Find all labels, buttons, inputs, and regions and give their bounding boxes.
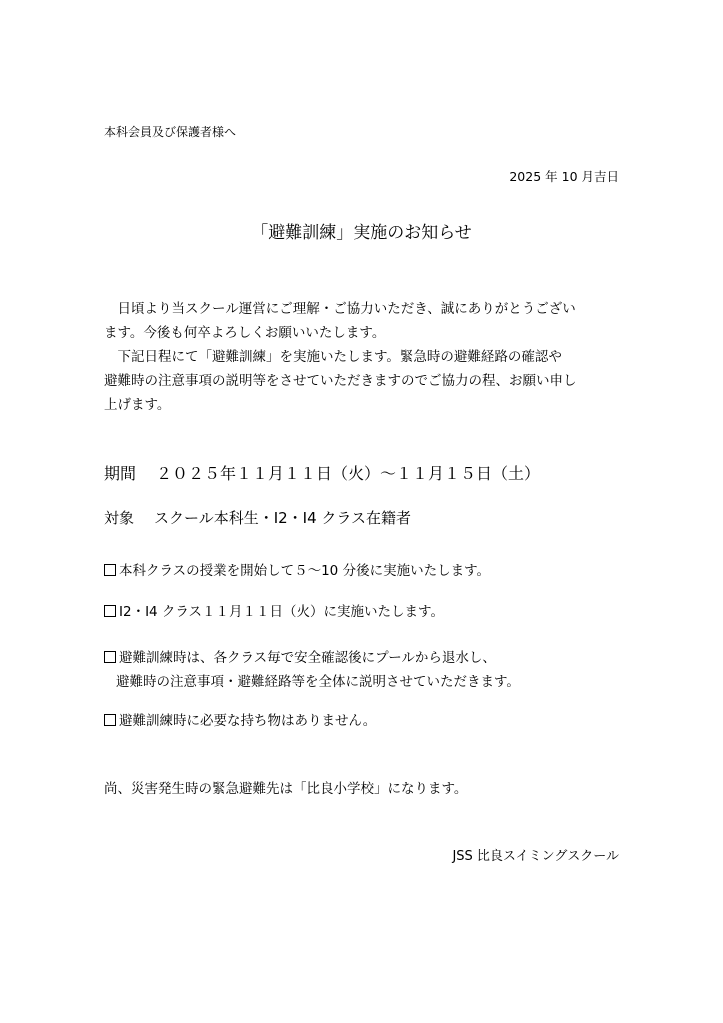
note-item (104, 709, 376, 733)
note-item (104, 646, 520, 694)
note-item (104, 559, 490, 583)
intro-line: ます。今後も何卒よろしくお願いいたします。 (104, 325, 386, 341)
note-text: 避難訓練時は、各クラス毎で安全確認後にプールから退水し、 (119, 650, 496, 666)
target-label: 対象 (104, 509, 135, 527)
period-label: 期間 (104, 464, 137, 483)
intro-line: 日頃より当スクール運営にご理解・ご協力いただき、誠にありがとうござい (104, 301, 576, 317)
checkbox-square-icon (104, 605, 116, 617)
intro-line: 上げます。 (104, 397, 171, 413)
checkbox-square-icon (104, 651, 116, 663)
note-text: 避難訓練時に必要な持ち物はありません。 (119, 713, 377, 729)
checkbox-square-icon (104, 564, 116, 576)
period-value: ２０２５年１１月１１日（火）～１１月１５日（土） (156, 464, 541, 483)
intro-line: 下記日程にて「避難訓練」を実施いたします。緊急時の避難経路の確認や (104, 349, 562, 365)
signature: JSS 比良スイミングスクール (452, 849, 619, 864)
target-row (104, 507, 411, 528)
intro-paragraph (104, 297, 624, 417)
period-row (104, 461, 540, 484)
intro-line: 避難時の注意事項の説明等をさせていただきますのでご協力の程、お願い申し (104, 373, 577, 389)
note-text: I2・I4 クラス１１月１１日（火）に実施いたします。 (119, 604, 444, 620)
checkbox-square-icon (104, 714, 116, 726)
note-text-continued: 避難時の注意事項・避難経路等を全体に説明させていただきます。 (116, 674, 520, 690)
note-item (104, 600, 444, 624)
evacuation-remark: 尚、災害発生時の緊急避難先は「比良小学校」になります。 (104, 781, 468, 797)
addressee: 本科会員及び保護者様へ (104, 125, 237, 139)
note-text: 本科クラスの授業を開始して５～10 分後に実施いたします。 (119, 563, 490, 579)
target-value: スクール本科生・I2・I4 クラス在籍者 (154, 509, 411, 527)
document-title: 「避難訓練」実施のお知らせ (251, 223, 472, 243)
document-date: 2025 年 10 月吉日 (509, 169, 619, 184)
